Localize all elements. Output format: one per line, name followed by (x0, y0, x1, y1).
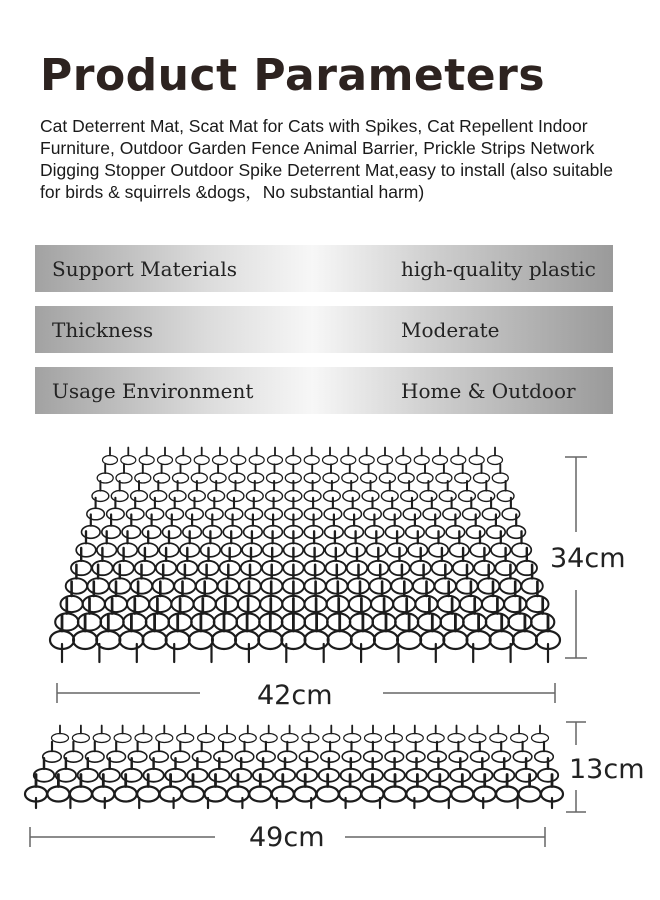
small-mat-width-label: 49cm (249, 822, 325, 853)
dimension-lines (30, 457, 587, 847)
large-mat-image (50, 448, 560, 663)
product-description: Cat Deterrent Mat, Scat Mat for Cats with Spikes, Cat Repellent Indoor Furniture, Outdoor Garden Fence Animal Barrier, Prickle Strips Network Digging Stopper Outdoor Spike Deterrent Mat,easy to install (also suitable for birds & squirrels &dogs，No substantial harm) (40, 116, 613, 202)
param-label: Usage Environment (52, 378, 254, 403)
large-mat-height-label: 34cm (550, 543, 626, 574)
param-value: high-quality plastic (401, 256, 596, 281)
page-title: Product Parameters (40, 50, 546, 101)
param-value: Home & Outdoor (401, 378, 576, 403)
small-mat-image (25, 726, 563, 809)
large-mat-width-label: 42cm (257, 680, 333, 711)
param-value: Moderate (401, 317, 500, 342)
small-mat-height-label: 13cm (569, 754, 645, 785)
param-label: Support Materials (52, 256, 237, 281)
param-label: Thickness (52, 317, 154, 342)
